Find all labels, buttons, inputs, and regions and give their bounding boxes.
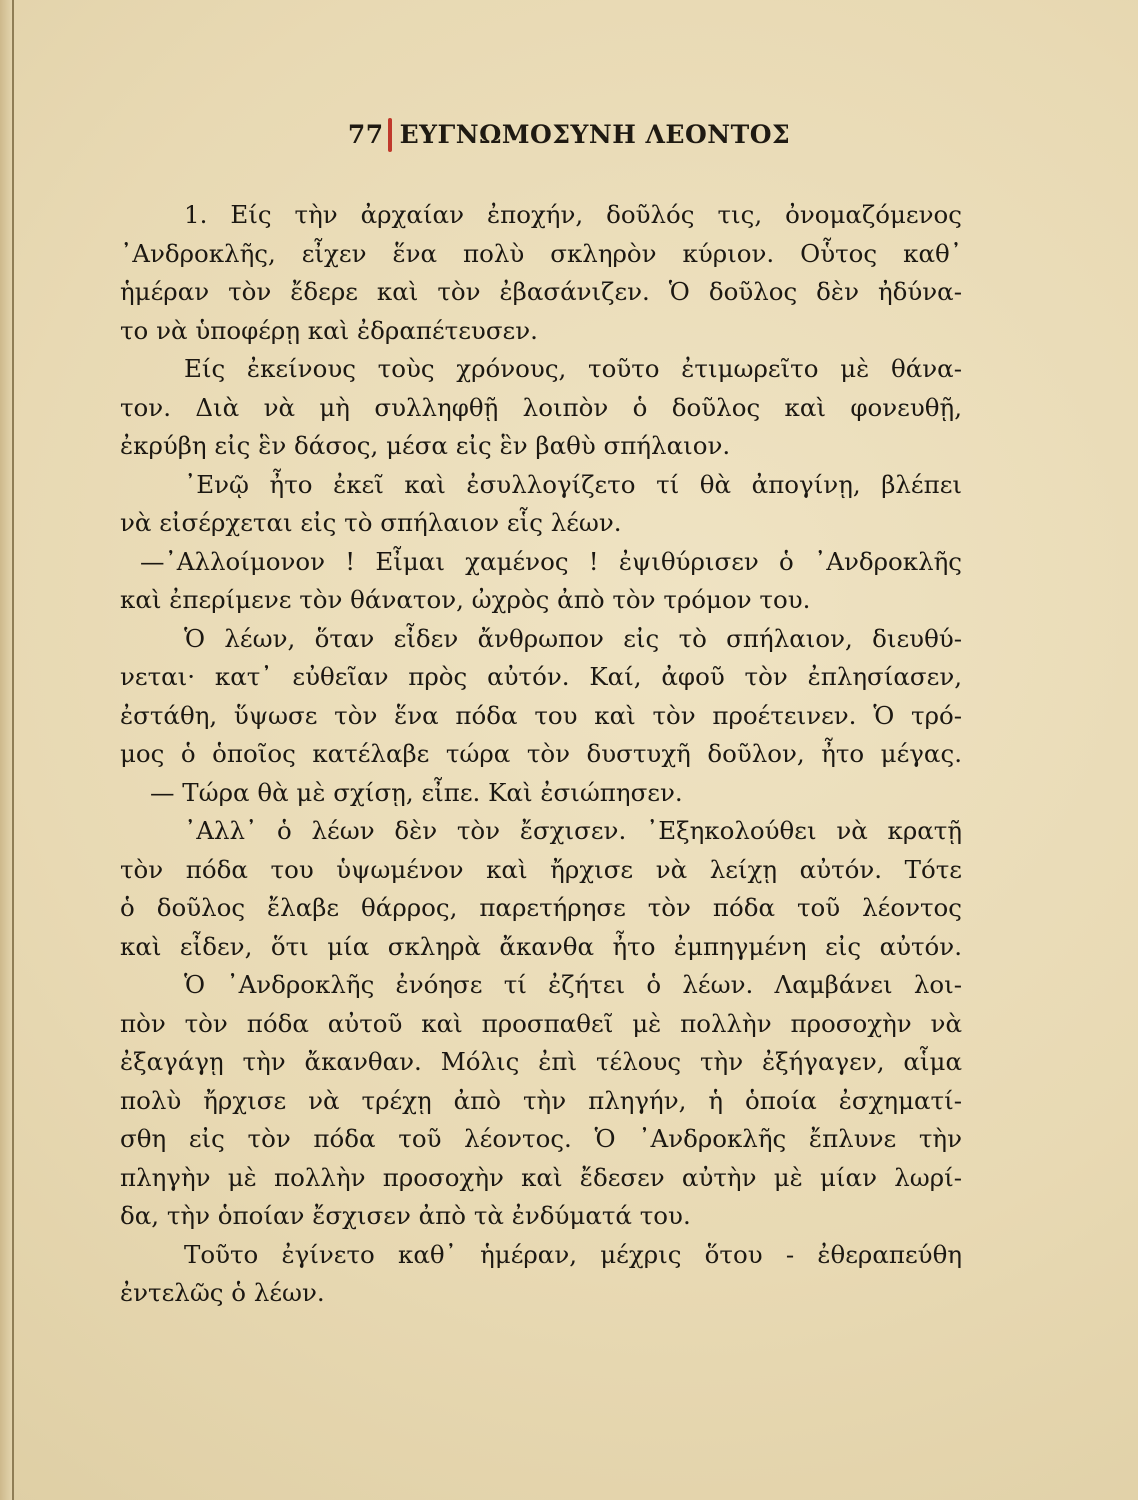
text-line: ἐκρύβη εἰς ἓν δάσος, μέσα εἰς ἓν βαθὺ σπήλαιον. [120, 431, 731, 460]
red-margin-mark [388, 118, 392, 152]
body-text [120, 196, 962, 1313]
page-spine [0, 0, 14, 1500]
text-line: Ὁ λέων, ὅταν εἶδεν ἄνθρωπον εἰς τὸ σπήλαιον, διευθύ- [184, 623, 962, 653]
text-line: — Τώρα θὰ μὲ σχίσῃ, εἶπε. Καὶ ἐσιώπησεν. [150, 777, 683, 807]
chapter-title: ΕΥΓΝΩΜΟΣΥΝΗ ΛΕΟΝΤΟΣ [399, 120, 791, 149]
text-line: το νὰ ὑποφέρῃ καὶ ἐδραπέτευσεν. [120, 315, 538, 345]
text-line: καὶ εἶδεν, ὅτι μία σκληρὰ ἄκανθα ἦτο ἐμπηγμένη εἰς αὐτόν. [120, 931, 962, 961]
page-header [0, 118, 1138, 152]
text-line: νεται· κατ᾽ εὐθεῖαν πρὸς αὐτόν. Καί, ἀφοῦ τὸν ἐπλησίασεν, [120, 662, 962, 691]
text-line: ᾿Ανδροκλῆς, εἶχεν ἕνα πολὺ σκληρὸν κύριον. Οὗτος καθ᾽ [120, 238, 962, 268]
text-line: πολὺ ἤρχισε νὰ τρέχῃ ἀπὸ τὴν πληγήν, ἡ ὁποία ἐσχηματί- [120, 1085, 962, 1115]
text-line: Ὁ ᾿Ανδροκλῆς ἐνόησε τί ἐζήτει ὁ λέων. Λαμβάνει λοι- [184, 970, 962, 999]
text-line: Τοῦτο ἐγίνετο καθ᾽ ἡμέραν, μέχρις ὅτου - ἐθεραπεύθη [184, 1239, 962, 1269]
text-line: ὁ δοῦλος ἔλαβε θάρρος, παρετήρησε τὸν πόδα τοῦ λέοντος [120, 893, 962, 922]
text-line: ᾿Αλλ᾽ ὁ λέων δὲν τὸν ἔσχισεν. ᾿Εξηκολούθει νὰ κρατῇ [184, 816, 962, 845]
text-line: ᾿Ενῷ ἦτο ἐκεῖ καὶ ἐσυλλογίζετο τί θὰ ἀπογίνῃ, βλέπει [184, 469, 962, 499]
text-line: πὸν τὸν πόδα αὐτοῦ καὶ προσπαθεῖ μὲ πολλὴν προσοχὴν νὰ [120, 1008, 962, 1038]
text-line: σθη εἰς τὸν πόδα τοῦ λέοντος. Ὁ ᾿Ανδροκλῆς ἔπλυνε τὴν [120, 1124, 962, 1153]
text-line: —᾿Αλλοίμονον ! Εἶμαι χαμένος ! ἐψιθύρισεν ὁ ᾿Ανδροκλῆς [140, 546, 962, 576]
page-number: 77 [347, 120, 384, 149]
text-line: τον. Διὰ νὰ μὴ συλληφθῇ λοιπὸν ὁ δοῦλος καὶ φονευθῇ, [120, 392, 962, 422]
text-line: ἐστάθη, ὕψωσε τὸν ἕνα πόδα του καὶ τὸν προέτεινεν. Ὁ τρό- [120, 700, 962, 730]
text-line: μος ὁ ὁποῖος κατέλαβε τώρα τὸν δυστυχῆ δοῦλον, ἦτο μέγας. [120, 739, 962, 768]
text-line: ἐντελῶς ὁ λέων. [120, 1278, 325, 1307]
text-line: δα, τὴν ὁποίαν ἔσχισεν ἀπὸ τὰ ἐνδύματά του. [120, 1201, 691, 1230]
text-line: ἡμέραν τὸν ἔδερε καὶ τὸν ἐβασάνιζεν. Ὁ δοῦλος δὲν ἠδύνα- [120, 277, 962, 306]
text-line: νὰ εἰσέρχεται εἰς τὸ σπήλαιον εἷς λέων. [120, 508, 622, 537]
text-line: καὶ ἐπερίμενε τὸν θάνατον, ὠχρὸς ἀπὸ τὸν τρόμον του. [120, 585, 811, 614]
text-line: Είς ἐκείνους τοὺς χρόνους, τοῦτο ἐτιμωρεῖτο μὲ θάνα- [184, 354, 962, 383]
text-line: τὸν πόδα του ὑψωμένον καὶ ἤρχισε νὰ λείχῃ αὐτόν. Τότε [120, 854, 962, 884]
text-line: ἐξαγάγῃ τὴν ἄκανθαν. Μόλις ἐπὶ τέλους τὴν ἐξήγαγεν, αἷμα [120, 1047, 962, 1076]
text-line: 1. Είς τὴν ἀρχαίαν ἐποχήν, δοῦλός τις, ὀνομαζόμενος [184, 200, 962, 229]
text-line: πληγὴν μὲ πολλὴν προσοχὴν καὶ ἔδεσεν αὐτὴν μὲ μίαν λωρί- [120, 1162, 962, 1192]
